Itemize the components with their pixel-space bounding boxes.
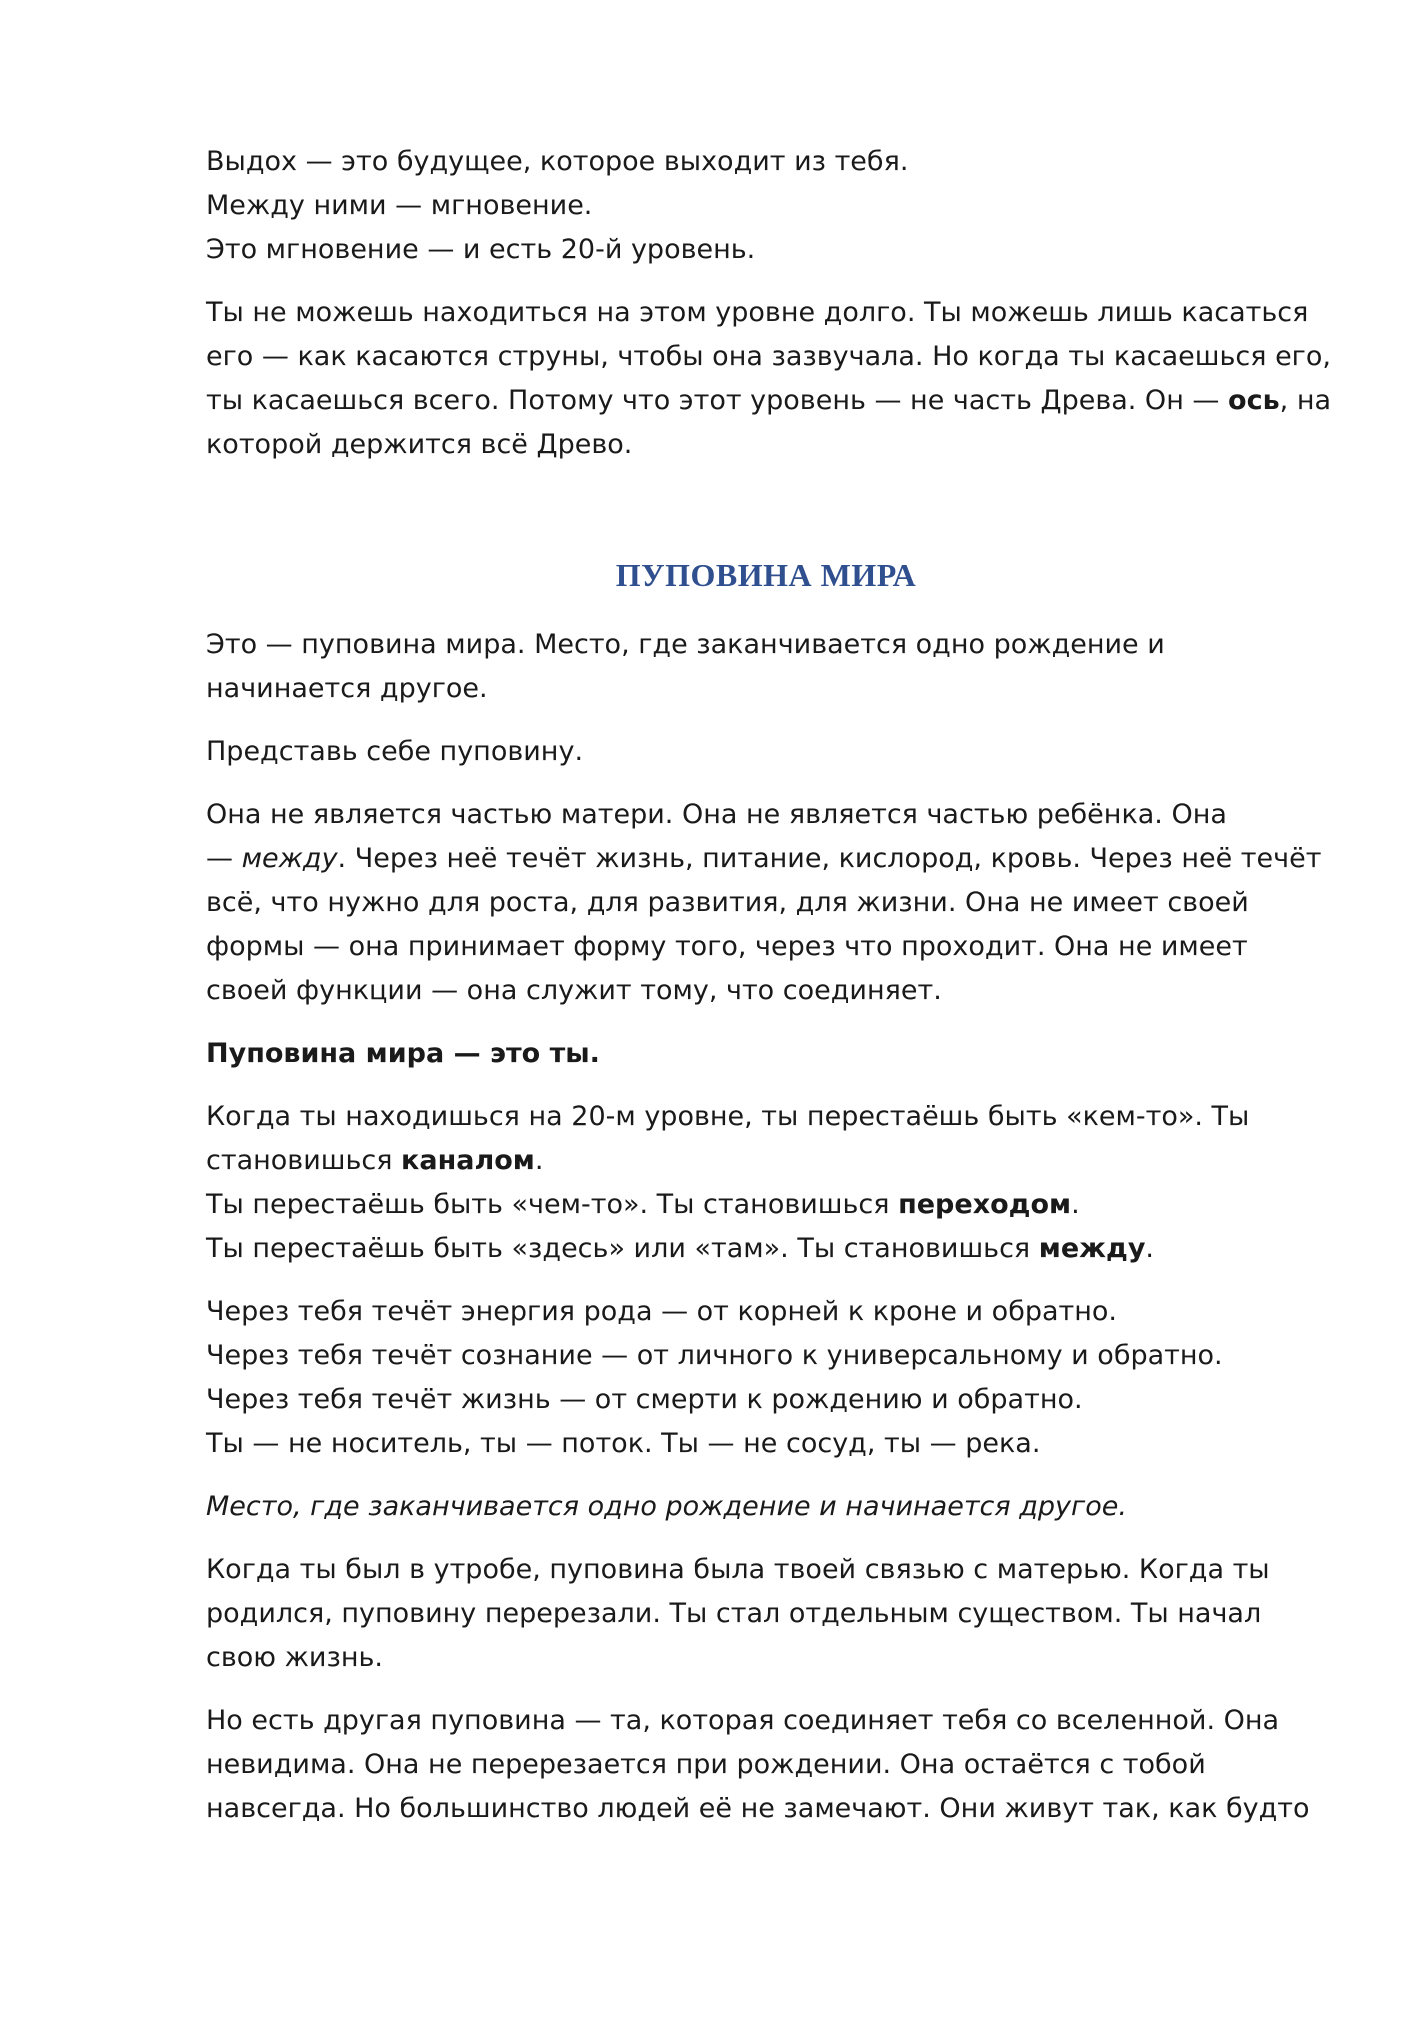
text-run: Ты перестаёшь быть «здесь» или «там». Ты становишься: [206, 1233, 1039, 1264]
text-line: [206, 1227, 1326, 1271]
text-run: .: [534, 1145, 544, 1176]
text-run: ты касаешься всего. Потому что этот уровень — не часть Древа. Он —: [206, 385, 1229, 416]
text-line: Ты не можешь находиться на этом уровне долго. Ты можешь лишь касаться: [206, 297, 1309, 328]
text-line: формы — она принимает форму того, через что проходит. Она не имеет: [206, 931, 1248, 962]
section-heading: ПУПОВИНА МИРА: [615, 557, 917, 593]
text-line: Выдох — это будущее, которое выходит из тебя.: [206, 146, 909, 177]
paragraph-italic-quote: [206, 1485, 1326, 1529]
text-line: которой держится всё Древо.: [206, 429, 633, 460]
text-run: становишься: [206, 1145, 402, 1176]
text-run: .: [1145, 1233, 1155, 1264]
text-line: свою жизнь.: [206, 1642, 383, 1673]
text-line: Между ними — мгновение.: [206, 190, 593, 221]
text-line: всё, что нужно для роста, для развития, для жизни. Она не имеет своей: [206, 887, 1249, 918]
bold-word-transition: переходом: [898, 1189, 1072, 1220]
text-line: Через тебя течёт энергия рода — от корней к кроне и обратно.: [206, 1296, 1118, 1327]
italic-statement: Место, где заканчивается одно рождение и начинается другое.: [206, 1491, 1127, 1522]
text-line: родился, пуповину перерезали. Ты стал отдельным существом. Ты начал: [206, 1598, 1262, 1629]
text-line: [206, 837, 1326, 881]
text-line: Ты — не носитель, ты — поток. Ты — не сосуд, ты — река.: [206, 1428, 1041, 1459]
text-run: .: [1071, 1189, 1080, 1220]
text-line: начинается другое.: [206, 673, 488, 704]
italic-word-between: между: [241, 843, 338, 874]
paragraph-it-is-you: [206, 1032, 1326, 1076]
paragraph-channel: [206, 1095, 1326, 1271]
paragraph-exhale: [206, 140, 1326, 272]
paragraph-imagine: [206, 730, 1326, 774]
text-run: . Через неё течёт жизнь, питание, кислород, кровь. Через неё течёт: [337, 843, 1322, 874]
text-line: Но есть другая пуповина — та, которая соединяет тебя со вселенной. Она: [206, 1705, 1280, 1736]
text-line: его — как касаются струны, чтобы она зазвучала. Но когда ты касаешься его,: [206, 341, 1331, 372]
bold-word-axis: ось: [1228, 385, 1280, 416]
paragraph-level-20: [206, 291, 1332, 467]
paragraph-flow: [206, 1290, 1326, 1466]
text-line: [206, 1139, 1326, 1183]
text-line: Это — пуповина мира. Место, где заканчивается одно рождение и: [206, 629, 1165, 660]
text-line: своей функции — она служит тому, что соединяет.: [206, 975, 942, 1006]
paragraph-other-cord: [206, 1699, 1326, 1831]
text-line: Через тебя течёт жизнь — от смерти к рождению и обратно.: [206, 1384, 1083, 1415]
text-line: [206, 379, 1332, 423]
text-line: Когда ты находишься на 20-м уровне, ты перестаёшь быть «кем-то». Ты: [206, 1101, 1250, 1132]
text-line: невидима. Она не перерезается при рождении. Она остаётся с тобой: [206, 1749, 1206, 1780]
text-run: —: [206, 843, 242, 874]
document-page: [206, 140, 1332, 1850]
text-run: Ты перестаёшь быть «чем-то». Ты становишься: [206, 1189, 899, 1220]
bold-word-channel: каналом: [401, 1145, 535, 1176]
text-line: Это мгновение — и есть 20-й уровень.: [206, 234, 756, 265]
bold-statement: Пуповина мира — это ты.: [206, 1038, 600, 1069]
text-line: Когда ты был в утробе, пуповина была твоей связью с матерью. Когда ты: [206, 1554, 1270, 1585]
text-line: Она не является частью матери. Она не является частью ребёнка. Она: [206, 799, 1227, 830]
text-line: [206, 1183, 1326, 1227]
paragraph-umbilical-world: [206, 623, 1326, 711]
paragraph-between: [206, 793, 1326, 1013]
text-line: навсегда. Но большинство людей её не замечают. Они живут так, как будто: [206, 1793, 1310, 1824]
text-line: Через тебя течёт сознание — от личного к универсальному и обратно.: [206, 1340, 1223, 1371]
text-line: Представь себе пуповину.: [206, 736, 584, 767]
text-run: , на: [1279, 385, 1332, 416]
bold-word-between: между: [1038, 1233, 1146, 1264]
paragraph-womb: [206, 1548, 1326, 1680]
